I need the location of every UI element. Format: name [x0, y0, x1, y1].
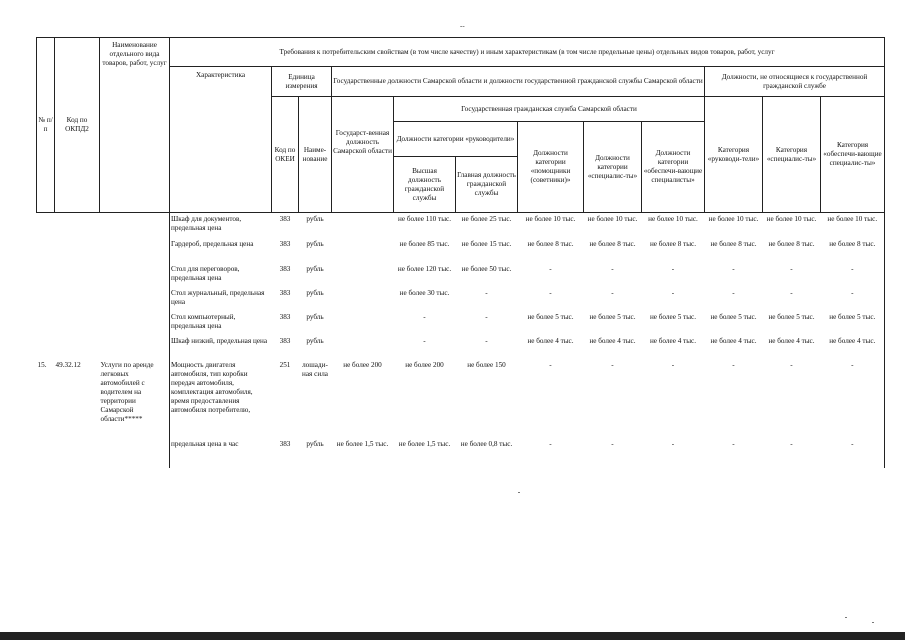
cell-okpd — [55, 287, 100, 311]
cell-value: не более 5 тыс. — [768, 312, 815, 321]
cell-characteristic: Шкаф для документов, предельная цена — [170, 213, 272, 238]
cell-name — [100, 238, 170, 263]
header-okei: Код по ОКЕИ — [272, 97, 299, 213]
cell-value: не более 5 тыс. — [589, 312, 636, 321]
scan-speck — [845, 617, 847, 618]
cell-value: - — [485, 288, 488, 297]
cell-num — [37, 311, 55, 335]
cell-value: - — [671, 439, 675, 448]
cell-value: не более 4 тыс. — [710, 336, 757, 345]
header-okpd: Код по ОКПД2 — [55, 38, 100, 213]
cell-value — [332, 213, 394, 238]
cell-okei: 251 — [279, 360, 291, 369]
header-nc-support: Категория «обеспечи-вающие специалис-ты» — [821, 97, 885, 213]
cell-num: 15. — [37, 360, 47, 369]
cell-value: - — [611, 288, 614, 297]
cell-value: не более 10 тыс. — [648, 215, 698, 223]
cell-value: - — [611, 360, 614, 369]
cell-value: не более 10 тыс. — [525, 215, 576, 223]
cell-okei: 383 — [279, 439, 291, 448]
cell-value: - — [821, 438, 885, 468]
cell-value: не более 4 тыс. — [589, 336, 636, 345]
cell-value: - — [611, 264, 614, 273]
cell-okei: 383 — [279, 312, 291, 321]
header-non-civil: Должности, не относящиеся к государственной гражданской службе — [705, 67, 885, 97]
table-row — [37, 287, 885, 311]
cell-value: - — [423, 312, 426, 321]
header-state-positions: Государственные должности Самарской области и должности государственной гражданской службы Самарской области — [332, 67, 705, 97]
header-num: № п/п — [37, 38, 55, 213]
table-body — [37, 213, 885, 468]
cell-value: не более 8 тыс. — [589, 239, 636, 248]
cell-okei: 383 — [279, 336, 291, 345]
cell-okpd — [55, 438, 100, 468]
cell-value: не более 50 тыс. — [461, 264, 512, 273]
cell-unit: рубль — [306, 336, 324, 345]
cell-okpd: 49.32.12 — [55, 360, 81, 369]
table-row — [37, 359, 885, 438]
table-row — [37, 438, 885, 468]
cell-value: не более 5 тыс. — [649, 312, 697, 321]
table-row — [37, 213, 885, 238]
cell-name — [100, 438, 170, 468]
cell-value: - — [485, 336, 488, 345]
header-assistants: Должности категории «помощники (советники)» — [518, 122, 584, 213]
cell-value: - — [821, 263, 885, 287]
cell-value: - — [549, 264, 552, 273]
cell-value: - — [821, 287, 885, 311]
cell-value: не более 10 тыс. — [821, 213, 885, 238]
cell-value: не более 10 тыс. — [587, 215, 638, 223]
cell-num — [37, 213, 55, 238]
cell-characteristic: Стол журнальный, предельная цена — [170, 287, 272, 311]
header-unit: Единица измерения — [272, 67, 332, 97]
cell-value: - — [671, 288, 675, 297]
cell-characteristic: Шкаф низкий, предельная цена — [170, 335, 272, 359]
cell-okei: 383 — [279, 288, 291, 297]
cell-num — [37, 438, 55, 468]
scan-speck — [518, 492, 520, 493]
cell-okpd — [55, 238, 100, 263]
requirements-table — [36, 37, 885, 468]
cell-value: не более 150 — [467, 360, 506, 369]
cell-value — [332, 335, 394, 359]
table-row — [37, 311, 885, 335]
cell-okpd — [55, 335, 100, 359]
cell-value: не более 4 тыс. — [768, 336, 815, 345]
cell-okpd — [55, 263, 100, 287]
cell-okei: 383 — [279, 264, 291, 273]
cell-value: не более 120 тыс. — [397, 264, 452, 273]
cell-num — [37, 238, 55, 263]
cell-value: - — [485, 312, 488, 321]
page-number: -- — [460, 22, 465, 30]
cell-value: - — [732, 264, 735, 273]
header-nc-managers: Категория «руководи-тели» — [705, 97, 763, 213]
cell-value: не более 200 — [343, 360, 382, 369]
cell-value: - — [549, 288, 552, 297]
cell-unit: рубль — [306, 239, 324, 248]
cell-value: не более 5 тыс. — [821, 311, 885, 335]
cell-value: не более 5 тыс. — [527, 312, 574, 321]
cell-value: - — [611, 439, 614, 448]
header-support: Должности категории «обеспечи-вающие специалисты» — [642, 122, 705, 213]
scan-edge — [0, 632, 905, 640]
header-unit-name: Наиме-нование — [299, 97, 332, 213]
cell-unit: рубль — [306, 264, 324, 273]
cell-characteristic: Стол для переговоров, предельная цена — [170, 263, 272, 287]
cell-value: - — [790, 288, 793, 297]
cell-value: не более 5 тыс. — [710, 312, 757, 321]
cell-name: Услуги по аренде легковых автомобилей с водителем на территории Самарской области***** — [100, 360, 154, 423]
cell-name — [100, 335, 170, 359]
cell-name — [100, 287, 170, 311]
cell-unit: лошади-ная сила — [302, 360, 328, 378]
cell-okei: 383 — [279, 239, 291, 248]
cell-value: - — [732, 439, 735, 448]
header-main: Главная должность гражданской службы — [456, 157, 518, 213]
header-highest: Высшая должность гражданской службы — [394, 157, 456, 213]
cell-value: не более 30 тыс. — [399, 288, 450, 297]
cell-value: не более 8 тыс. — [821, 238, 885, 263]
cell-characteristic: предельная цена в час — [170, 438, 272, 468]
cell-value: - — [790, 439, 793, 448]
cell-value: - — [790, 360, 793, 369]
cell-value: - — [732, 288, 735, 297]
cell-value: не более 10 тыс. — [708, 215, 759, 223]
cell-value — [332, 311, 394, 335]
header-characteristic: Характеристика — [170, 67, 272, 213]
table-row — [37, 335, 885, 359]
header-specialists: Должности категории «специалис-ты» — [584, 122, 642, 213]
cell-value: не более 8 тыс. — [710, 239, 757, 248]
header-managers: Должности категории «руководители» — [394, 122, 518, 157]
table-row — [37, 238, 885, 263]
cell-name — [100, 213, 170, 238]
cell-value: не более 10 тыс. — [766, 215, 817, 223]
cell-unit: рубль — [306, 288, 324, 297]
cell-value: не более 4 тыс. — [527, 336, 574, 345]
cell-unit: рубль — [306, 439, 324, 448]
cell-value — [332, 263, 394, 287]
cell-value: не более 110 тыс. — [397, 215, 452, 223]
cell-value: не более 8 тыс. — [649, 239, 697, 248]
cell-value: не более 1,5 тыс. — [398, 439, 451, 448]
header-nc-specialists: Категория «специалис-ты» — [763, 97, 821, 213]
cell-value: не более 85 тыс. — [399, 239, 450, 248]
cell-okei: 383 — [279, 215, 291, 223]
cell-num — [37, 287, 55, 311]
cell-value: - — [821, 359, 885, 438]
cell-value — [332, 238, 394, 263]
cell-value: не более 25 тыс. — [461, 215, 512, 223]
cell-value: не более 4 тыс. — [649, 336, 697, 345]
cell-num — [37, 263, 55, 287]
cell-num — [37, 335, 55, 359]
scan-speck — [872, 622, 874, 623]
cell-name — [100, 311, 170, 335]
cell-value: - — [423, 336, 426, 345]
cell-value: не более 15 тыс. — [461, 239, 512, 248]
cell-okpd — [55, 311, 100, 335]
cell-value: не более 0,8 тыс. — [460, 439, 513, 448]
cell-value — [332, 287, 394, 311]
cell-characteristic: Стол компьютерный, предельная цена — [170, 311, 272, 335]
cell-value: - — [790, 264, 793, 273]
cell-value: не более 8 тыс. — [768, 239, 815, 248]
cell-okpd — [55, 213, 100, 238]
cell-value: не более 200 — [405, 360, 444, 369]
header-requirements: Требования к потребительским свойствам (в том числе качеству) и иным характеристикам (в том числе предельные цены) отдельных видов товаров, работ, услуг — [170, 38, 885, 67]
header-civil-service: Государственная гражданская служба Самарской области — [394, 97, 705, 122]
cell-unit: рубль — [306, 312, 324, 321]
table-row — [37, 263, 885, 287]
cell-characteristic: Мощность двигателя автомобиля, тип коробки передач автомобиля, комплектация автомобиля, время предоставления автомобиля потребителю, — [170, 359, 272, 438]
cell-value: - — [671, 264, 675, 273]
cell-value: не более 1,5 тыс. — [336, 439, 389, 448]
cell-value: - — [549, 439, 552, 448]
cell-value: не более 4 тыс. — [821, 335, 885, 359]
cell-unit: рубль — [306, 215, 324, 223]
cell-value: - — [732, 360, 735, 369]
header-state-position-region: Государст-венная должность Самарской области — [332, 97, 394, 213]
cell-value: - — [671, 360, 675, 369]
header-name: Наименование отдельного вида товаров, работ, услуг — [100, 38, 170, 213]
cell-value: - — [549, 360, 552, 369]
cell-value: не более 8 тыс. — [527, 239, 574, 248]
cell-characteristic: Гардероб, предельная цена — [170, 238, 272, 263]
cell-name — [100, 263, 170, 287]
